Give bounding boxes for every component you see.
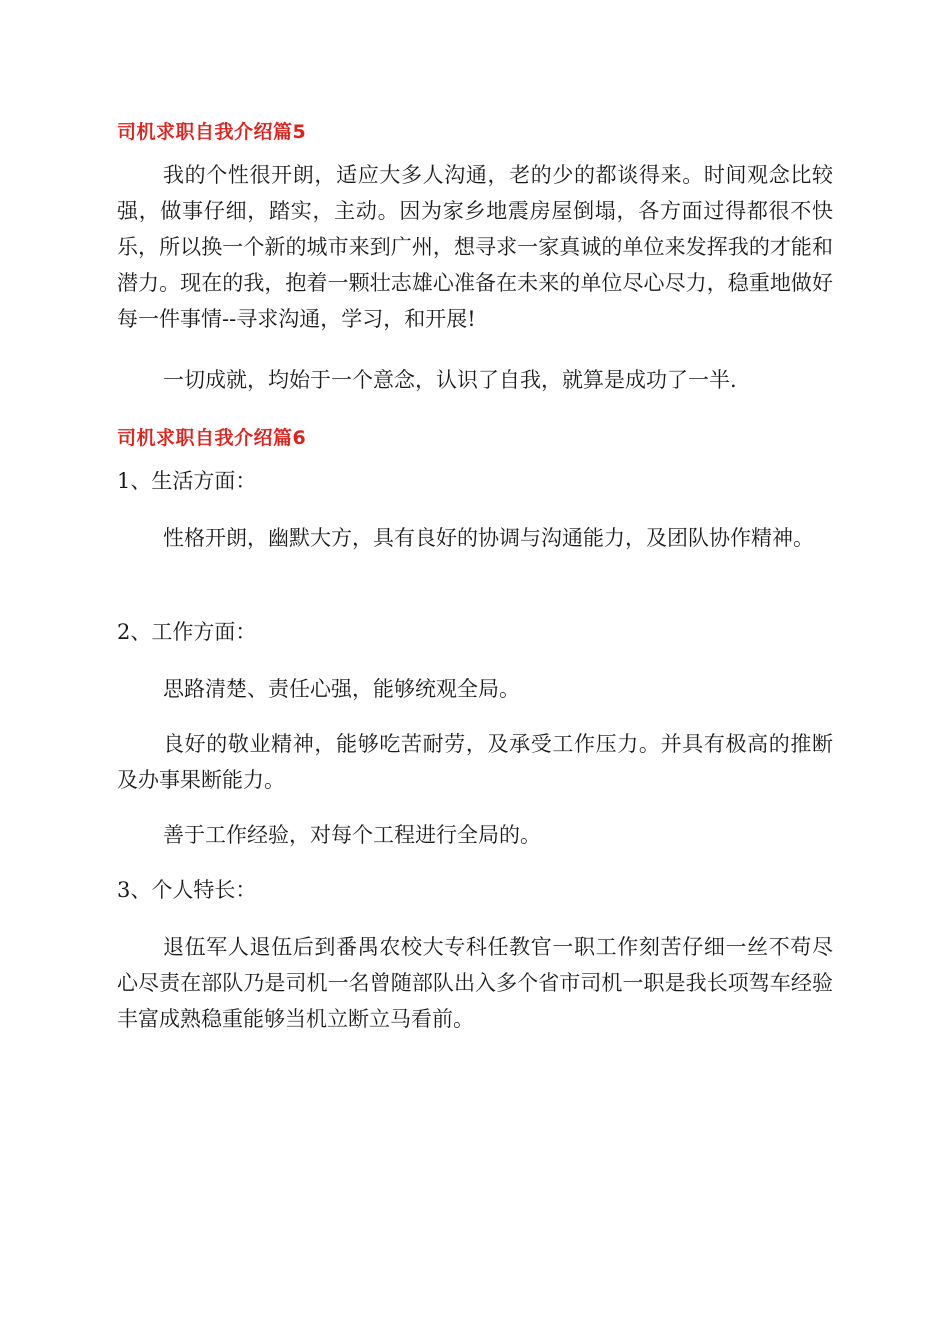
- section5-paragraph-1: 我的个性很开朗，适应大多人沟通，老的少的都谈得来。时间观念比较强，做事仔细，踏实，主动。因为家乡地震房屋倒塌，各方面过得都很不快乐，所以换一个新的城市来到广州，想寻求一家真诚的单位来发挥我的才能和潜力。现在的我，抱着一颗壮志雄心准备在未来的单位尽心尽力，稳重地做好每一件事情--寻求沟通，学习，和开展!: [117, 163, 833, 331]
- item-work-paragraph-3: 善于工作经验，对每个工程进行全局的。: [163, 823, 541, 847]
- section6-heading: 司机求职自我介绍篇6: [117, 427, 307, 449]
- item-skills-paragraph: 退伍军人退伍后到番禺农校大专科任教官一职工作刻苦仔细一丝不苟尽心尽责在部队乃是司机一名曾随部队出入多个省市司机一职是我长项驾车经验丰富成熟稳重能够当机立断立马看前。: [117, 935, 833, 1031]
- item-skills-heading: 3、个人特长：: [117, 878, 257, 902]
- section5-heading: 司机求职自我介绍篇5: [117, 121, 307, 143]
- item-work-paragraph-1: 思路清楚、责任心强，能够统观全局。: [163, 677, 520, 701]
- item-life-paragraph: 性格开朗，幽默大方，具有良好的协调与沟通能力，及团队协作精神。: [163, 526, 814, 550]
- section5-paragraph-2: 一切成就，均始于一个意念，认识了自我，就算是成功了一半.: [163, 368, 737, 392]
- item-work-paragraph-2: 良好的敬业精神，能够吃苦耐劳，及承受工作压力。并具有极高的推断及办事果断能力。: [117, 732, 833, 792]
- item-work-heading: 2、工作方面：: [117, 620, 257, 644]
- item-life-heading: 1、生活方面：: [117, 469, 257, 493]
